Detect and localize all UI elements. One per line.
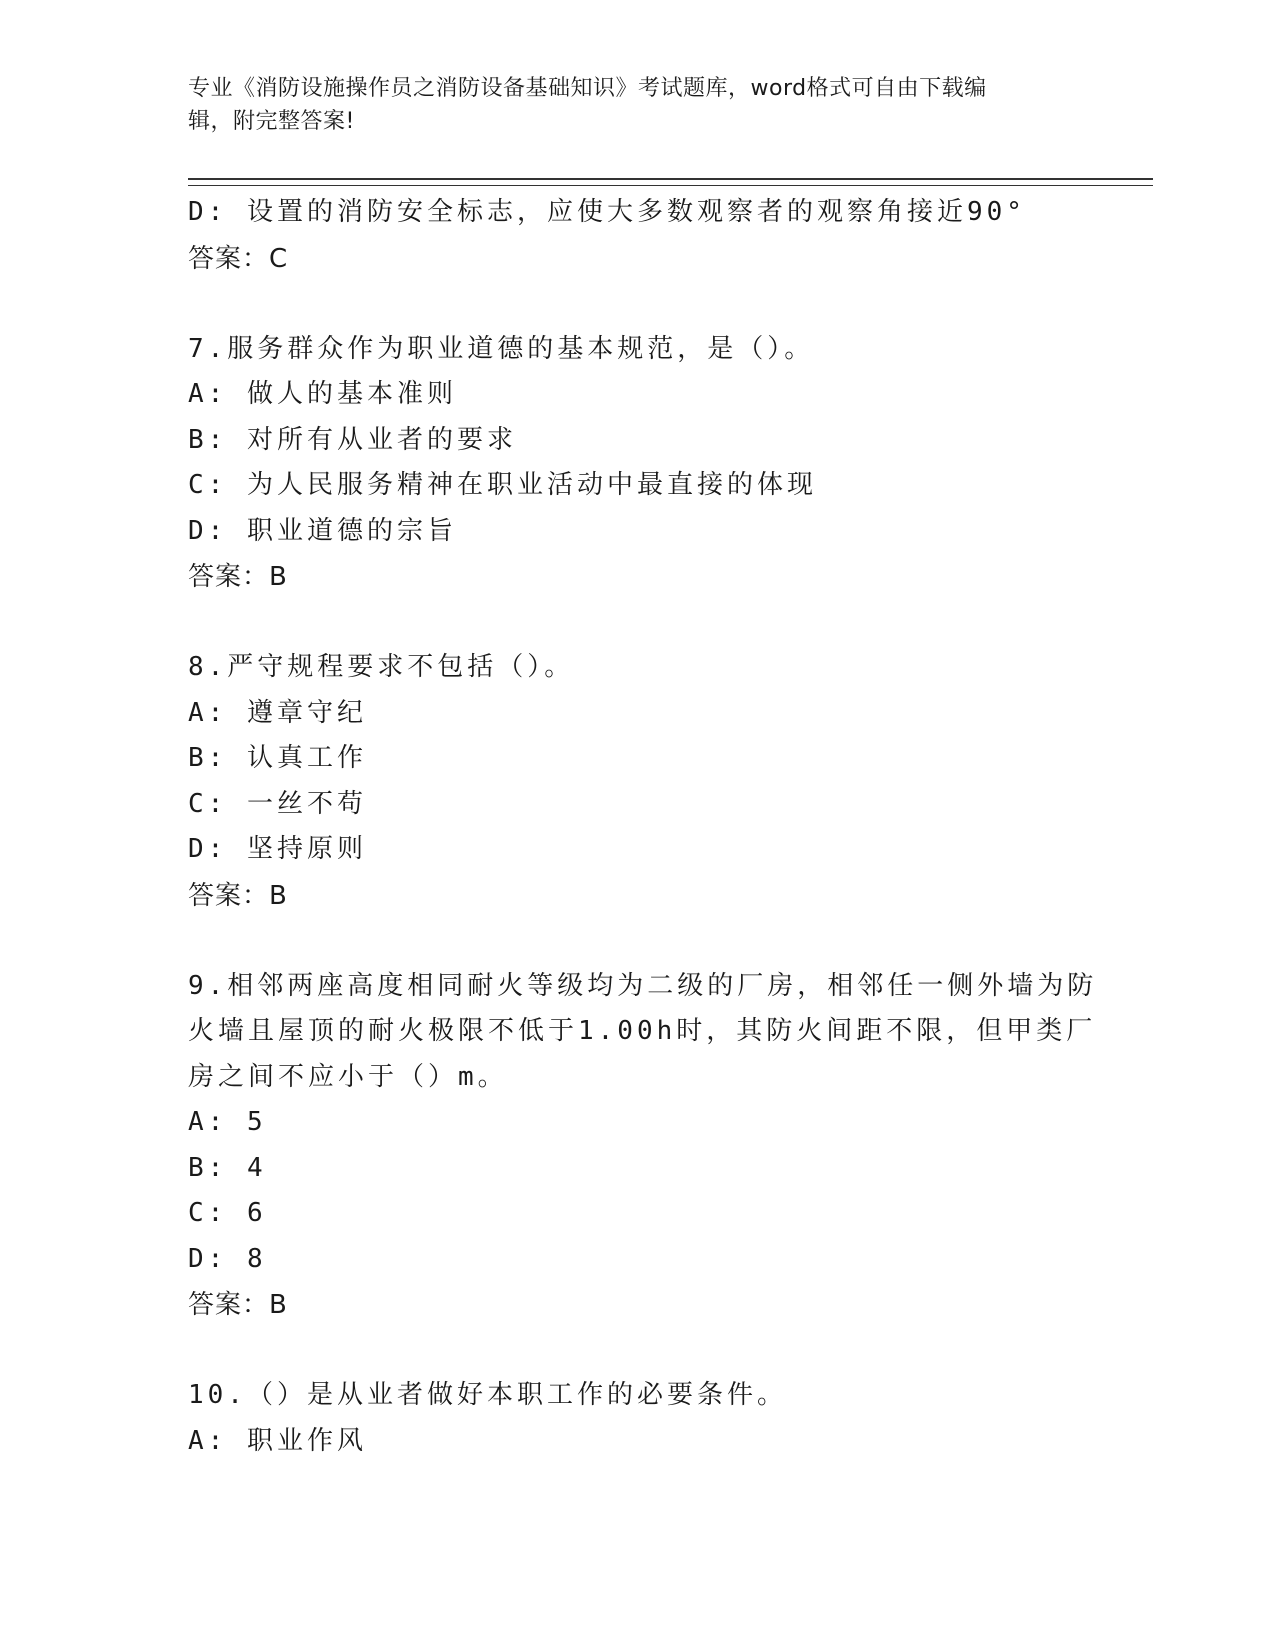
question-10 <box>188 1373 1088 1464</box>
question-stem: 8.严守规程要求不包括（）。 <box>188 652 575 682</box>
option-d: D: 坚持原则 <box>188 834 367 864</box>
option-b: B: 对所有从业者的要求 <box>188 424 517 455</box>
option-d: D: 设置的消防安全标志，应使大多数观察者的观察角接近90° <box>188 197 1026 227</box>
document-header <box>188 72 1068 138</box>
question-6-tail <box>188 190 1088 282</box>
option-c: C: 为人民服务精神在职业活动中最直接的体现 <box>188 470 817 500</box>
answer: 答案：B <box>188 1290 288 1320</box>
option-c: C: 6 <box>188 1198 267 1228</box>
question-7 <box>188 327 1088 601</box>
question-8 <box>188 645 1088 919</box>
answer: 答案：B <box>188 562 288 592</box>
question-stem: 10.（）是从业者做好本职工作的必要条件。 <box>188 1380 787 1410</box>
option-b: B: 4 <box>188 1152 267 1183</box>
option-b: B: 认真工作 <box>188 743 367 773</box>
option-a: A: 遵章守纪 <box>188 697 367 728</box>
answer: 答案：B <box>188 880 288 911</box>
answer: 答案：C <box>188 243 289 274</box>
question-stem-line-3: 房之间不应小于（）m。 <box>188 1061 508 1092</box>
question-stem: 7.服务群众作为职业道德的基本规范，是（）。 <box>188 333 815 364</box>
option-a: A: 做人的基本准则 <box>188 379 457 409</box>
header-line-2: 辑，附完整答案! <box>188 109 355 134</box>
option-c: C: 一丝不苟 <box>188 788 367 819</box>
question-list <box>188 190 1098 1464</box>
option-d: D: 职业道德的宗旨 <box>188 515 457 546</box>
header-line-1: 专业《消防设施操作员之消防设备基础知识》考试题库，word格式可自由下载编 <box>188 76 987 101</box>
option-a: A: 5 <box>188 1107 267 1137</box>
question-9 <box>188 964 1098 1329</box>
question-stem-line-1: 9.相邻两座高度相同耐火等级均为二级的厂房，相邻任一侧外墙为防 <box>188 970 1098 1001</box>
header-divider <box>188 178 1153 186</box>
option-a: A: 职业作风 <box>188 1425 367 1456</box>
question-stem-line-2: 火墙且屋顶的耐火极限不低于1.00h时，其防火间距不限，但甲类厂 <box>188 1016 1097 1046</box>
option-d: D: 8 <box>188 1243 267 1274</box>
